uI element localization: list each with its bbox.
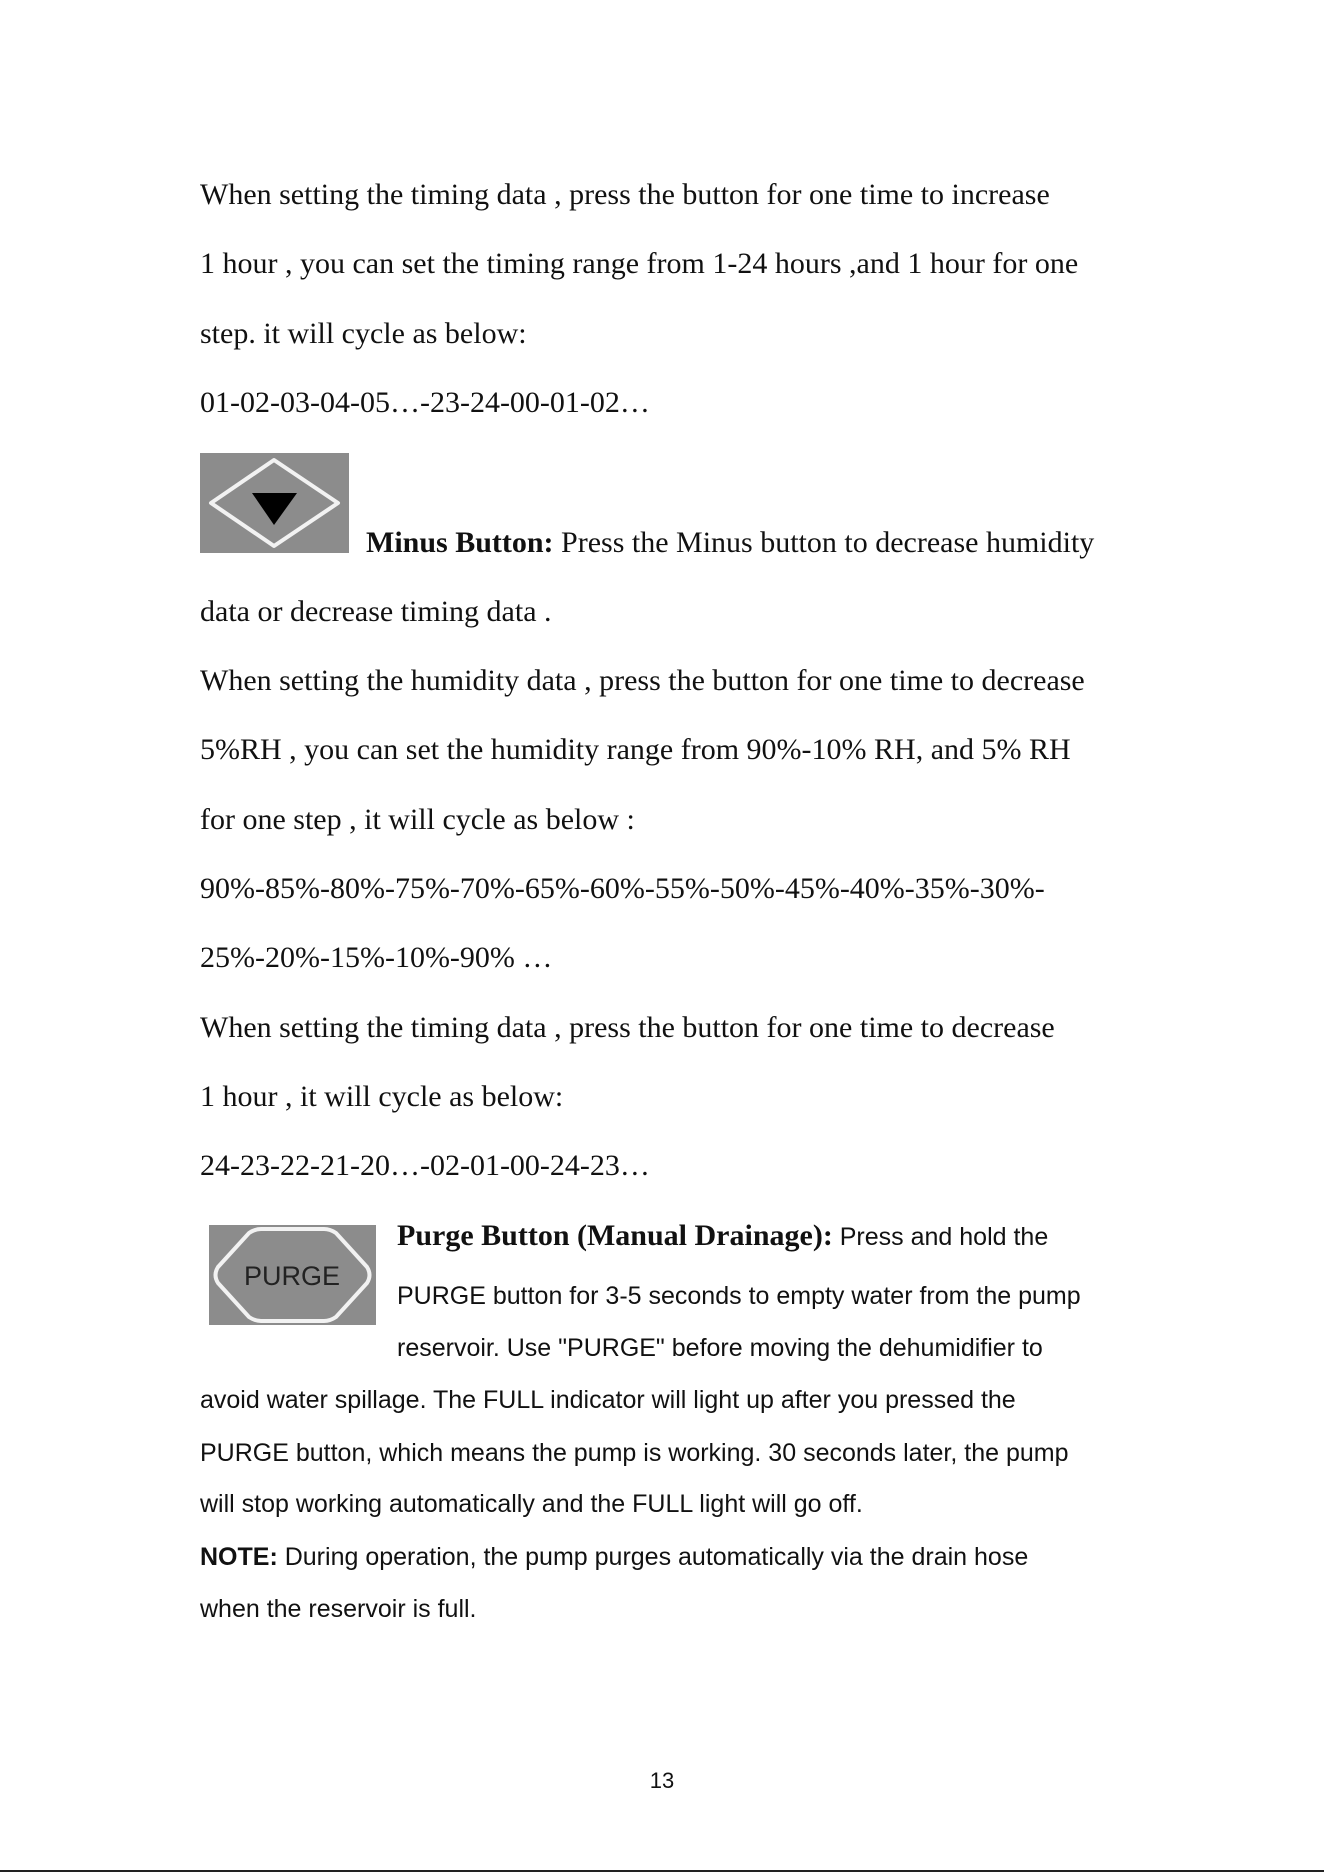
humidity-cycle-line-2: 25%-20%-15%-10%-90% … [200, 941, 553, 974]
purge-description-line-1 [397, 1218, 1048, 1254]
purge-description-line-3: reservoir. Use "PURGE" before moving the dehumidifier to [397, 1334, 1043, 1362]
minus-button-text: Press the Minus button to decrease humidity [553, 526, 1095, 559]
minus-button-title: Minus Button: [366, 526, 554, 559]
timing-decrease-line-2: 1 hour , it will cycle as below: [200, 1080, 564, 1113]
purge-button-text: Press and hold the [832, 1223, 1049, 1251]
purge-description-line-5: PURGE button, which means the pump is working. 30 seconds later, the pump [200, 1439, 1069, 1467]
timing-increase-cycle: 01-02-03-04-05…-23-24-00-01-02… [200, 386, 650, 419]
timing-decrease-cycle: 24-23-22-21-20…-02-01-00-24-23… [200, 1149, 650, 1182]
purge-description-line-2: PURGE button for 3-5 seconds to empty water from the pump [397, 1282, 1081, 1310]
humidity-cycle-line-1: 90%-85%-80%-75%-70%-65%-60%-55%-50%-45%-40%-35%-30%- [200, 872, 1045, 905]
humidity-decrease-line-2: 5%RH , you can set the humidity range from 90%-10% RH, and 5% RH [200, 733, 1071, 766]
timing-increase-line-3: step. it will cycle as below: [200, 317, 527, 350]
minus-button-description-line-2: data or decrease timing data . [200, 595, 552, 628]
note-label: NOTE: [200, 1543, 278, 1571]
minus-button-description-line-1 [366, 525, 1094, 561]
purge-icon-label: PURGE [243, 1261, 341, 1291]
purge-button-icon [209, 1225, 376, 1325]
purge-button-title: Purge Button (Manual Drainage): [397, 1219, 833, 1252]
humidity-decrease-line-3: for one step , it will cycle as below : [200, 803, 635, 836]
page-number: 13 [649, 1768, 675, 1793]
note-line-2: when the reservoir is full. [200, 1595, 477, 1623]
minus-button-image [200, 453, 349, 553]
note-line-1 [200, 1541, 1028, 1573]
timing-decrease-line-1: When setting the timing data , press the button for one time to decrease [200, 1011, 1055, 1044]
timing-increase-line-1: When setting the timing data , press the button for one time to increase [200, 178, 1050, 211]
purge-button-image [209, 1225, 376, 1325]
humidity-decrease-line-1: When setting the humidity data , press the button for one time to decrease [200, 664, 1085, 697]
timing-increase-line-2: 1 hour , you can set the timing range from 1-24 hours ,and 1 hour for one [200, 247, 1079, 280]
note-text: During operation, the pump purges automatically via the drain hose [277, 1543, 1029, 1571]
purge-description-line-4: avoid water spillage. The FULL indicator will light up after you pressed the [200, 1386, 1016, 1414]
purge-description-line-6: will stop working automatically and the FULL light will go off. [200, 1490, 863, 1518]
down-triangle-icon [200, 453, 349, 553]
